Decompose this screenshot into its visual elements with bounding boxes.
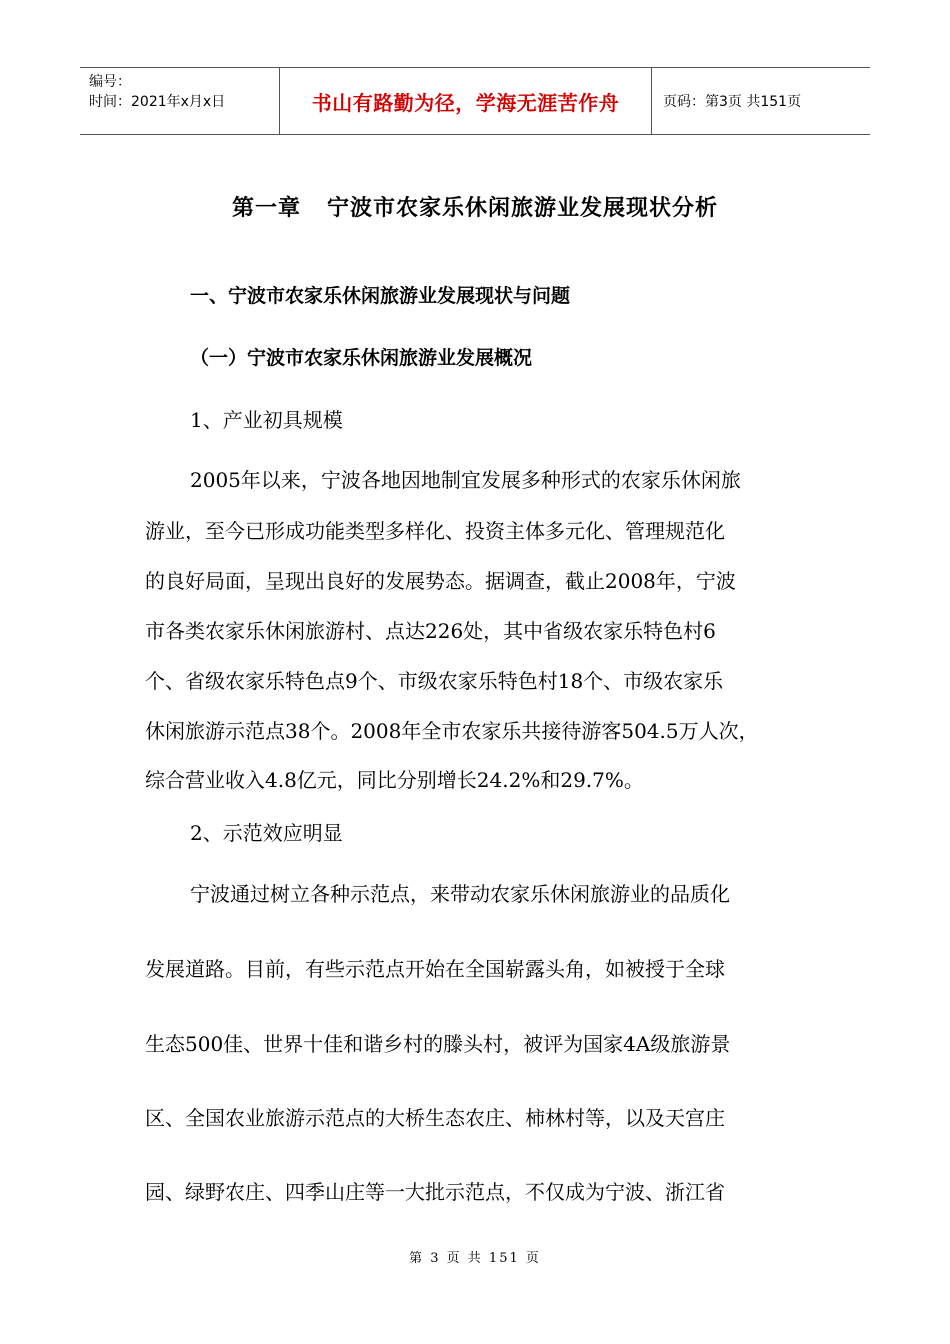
section-heading: 一、宁波市农家乐休闲旅游业发展现状与问题 [190, 285, 571, 307]
paragraph-line: 个、省级农家乐特色点9个、市级农家乐特色村18个、市级农家乐 [145, 669, 724, 693]
header-page-info: 页码：第3页 共151页 [663, 94, 802, 110]
paragraph-line: 区、全国农业旅游示范点的大桥生态农庄、柿林村等，以及天宫庄 [145, 1106, 725, 1130]
paragraph-line: 园、绿野农庄、四季山庄等一大批示范点，不仅成为宁波、浙江省 [145, 1180, 725, 1204]
document-header [80, 67, 870, 135]
paragraph-line: 市各类农家乐休闲旅游村、点达226处，其中省级农家乐特色村6 [145, 619, 716, 643]
paragraph-line: 综合营业收入4.8亿元，同比分别增长24.2%和29.7%。 [145, 768, 644, 792]
item-heading-2: 2、示范效应明显 [190, 821, 343, 845]
page-footer: 第 3 页 共 151 页 [409, 1251, 541, 1266]
paragraph-line: 生态500佳、世界十佳和谐乡村的滕头村，被评为国家4A级旅游景 [145, 1032, 731, 1056]
header-motto: 书山有路勤为径，学海无涯苦作舟 [280, 68, 652, 134]
item-heading-1: 1、产业初具规模 [190, 408, 343, 432]
paragraph-line: 的良好局面，呈现出良好的发展势态。据调查，截止2008年，宁波 [145, 569, 736, 593]
chapter-number: 第一章 [231, 196, 301, 221]
paragraph-line: 发展道路。目前，有些示范点开始在全国崭露头角，如被授于全球 [145, 957, 725, 981]
paragraph-line: 休闲旅游示范点38个。2008年全市农家乐共接待游客504.5万人次， [145, 719, 759, 743]
chapter-name: 宁波市农家乐休闲旅游业发展现状分析 [327, 196, 719, 221]
paragraph-line: 游业，至今已形成功能类型多样化、投资主体多元化、管理规范化 [145, 519, 725, 543]
subsection-heading: （一）宁波市农家乐休闲旅游业发展概况 [190, 347, 533, 369]
paragraph-line: 2005年以来，宁波各地因地制宜发展多种形式的农家乐休闲旅 [190, 468, 741, 492]
paragraph-line: 宁波通过树立各种示范点，来带动农家乐休闲旅游业的品质化 [190, 882, 730, 906]
document-date: 时间：2021年x月x日 [89, 94, 226, 110]
header-meta [80, 68, 280, 134]
chapter-title [0, 191, 950, 222]
document-number-label: 编号： [89, 74, 131, 90]
